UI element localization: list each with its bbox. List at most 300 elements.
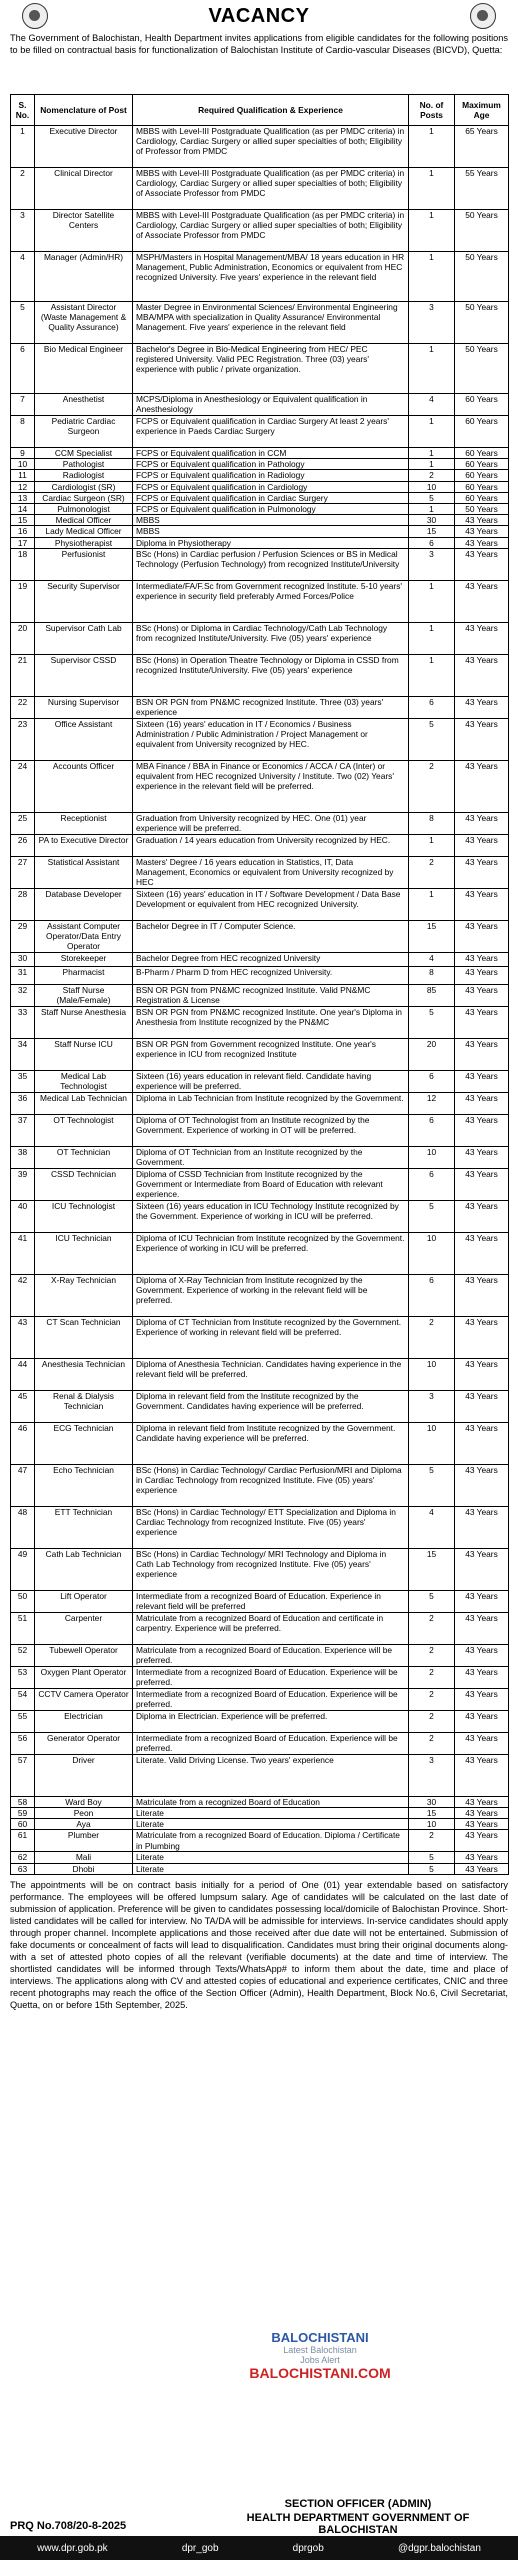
cell-age: 50 Years [455,252,509,302]
cell-sno: 42 [11,1274,35,1316]
table-row [11,1548,509,1590]
table-row [11,1863,509,1874]
cell-age: 43 Years [455,1644,509,1666]
cell-qualification: MBA Finance / BBA in Finance or Economics / ACCA / CA (Inter) or equivalent from HEC recognized University / Institute. Two (02) Years' experience in the relevant field will be preferred. [133,760,409,812]
cell-sno: 5 [11,302,35,344]
cell-posts: 10 [409,1232,455,1274]
cell-sno: 24 [11,760,35,812]
cell-posts: 4 [409,952,455,966]
cell-age: 43 Years [455,526,509,537]
cell-sno: 10 [11,459,35,470]
prq-number: PRQ No.708/20-8-2025 [10,2520,127,2532]
header-post: Nomenclature of Post [35,95,133,126]
cell-posts: 1 [409,252,455,302]
cell-post: Tubewell Operator [35,1644,133,1666]
cell-sno: 31 [11,966,35,984]
cell-posts: 6 [409,1070,455,1092]
cell-post: Medical Lab Technician [35,1092,133,1114]
cell-age: 43 Years [455,1666,509,1688]
cell-post: Statistical Assistant [35,856,133,888]
table-row [11,515,509,526]
cell-sno: 1 [11,126,35,168]
table-row [11,1852,509,1863]
cell-sno: 58 [11,1796,35,1807]
cell-post: Medical Lab Technologist [35,1070,133,1092]
cell-posts: 1 [409,416,455,448]
cell-age: 43 Years [455,580,509,622]
table-row [11,1358,509,1390]
cell-sno: 28 [11,888,35,920]
cell-posts: 20 [409,1038,455,1070]
cell-age: 50 Years [455,302,509,344]
cell-age: 50 Years [455,344,509,394]
cell-sno: 18 [11,548,35,580]
cell-qualification: Matriculate from a recognized Board of Education. Experience will be preferred. [133,1644,409,1666]
cell-age: 43 Years [455,1316,509,1358]
cell-post: Medical Officer [35,515,133,526]
cell-sno: 12 [11,481,35,492]
table-row [11,1092,509,1114]
table-row [11,1070,509,1092]
cell-post: Accounts Officer [35,760,133,812]
cell-posts: 5 [409,1464,455,1506]
cell-age: 43 Years [455,1590,509,1612]
cell-posts: 2 [409,760,455,812]
cell-age: 60 Years [455,492,509,503]
cell-sno: 11 [11,470,35,481]
table-row [11,1819,509,1830]
cell-age: 43 Years [455,1006,509,1038]
cell-age: 43 Years [455,1422,509,1464]
cell-post: ICU Technician [35,1232,133,1274]
cell-sno: 54 [11,1688,35,1710]
cell-sno: 62 [11,1852,35,1863]
cell-posts: 5 [409,1200,455,1232]
cell-qualification: MBBS with Level-III Postgraduate Qualification (as per PMDC criteria) in Cardiology, Cardiac Surgery or allied super specialties of both; Eligibility of Professor from PMDC [133,126,409,168]
cell-sno: 38 [11,1146,35,1168]
cell-posts: 3 [409,1390,455,1422]
cell-sno: 13 [11,492,35,503]
table-row [11,920,509,952]
table-row [11,1754,509,1796]
cell-posts: 8 [409,966,455,984]
table-row [11,696,509,718]
table-row [11,834,509,856]
cell-post: Dhobi [35,1863,133,1874]
cell-age: 43 Years [455,1819,509,1830]
cell-age: 60 Years [455,448,509,459]
cell-age: 60 Years [455,416,509,448]
cell-posts: 2 [409,1316,455,1358]
table-row [11,1506,509,1548]
balochistan-emblem-icon [470,3,496,29]
cell-age: 60 Years [455,459,509,470]
table-row [11,416,509,448]
cell-posts: 2 [409,1644,455,1666]
table-row [11,1274,509,1316]
table-row [11,302,509,344]
cell-qualification: FCPS or Equivalent qualification in Cardiology [133,481,409,492]
table-row [11,654,509,696]
table-row [11,1710,509,1732]
cell-post: Security Supervisor [35,580,133,622]
cell-sno: 52 [11,1644,35,1666]
cell-posts: 1 [409,210,455,252]
cell-age: 65 Years [455,126,509,168]
table-row [11,470,509,481]
cell-posts: 2 [409,1732,455,1754]
table-row [11,1612,509,1644]
cell-sno: 41 [11,1232,35,1274]
cell-post: Lady Medical Officer [35,526,133,537]
cell-posts: 10 [409,1422,455,1464]
cell-age: 43 Years [455,888,509,920]
cell-sno: 57 [11,1754,35,1796]
cell-qualification: Sixteen (16) years' education in IT / Software Development / Data Base Development or equivalent from HEC recognized University. [133,888,409,920]
cell-qualification: BSN OR PGN from PN&MC recognized Institute. Three (03) years' experience [133,696,409,718]
table-row [11,1390,509,1422]
cell-post: Ward Boy [35,1796,133,1807]
cell-qualification: BSc (Hons) in Cardiac Technology/ MRI Technology and Diploma in Cath Lab Technology from recognized Institute. Five (05) years' experience [133,1548,409,1590]
cell-posts: 1 [409,168,455,210]
cell-posts: 1 [409,888,455,920]
cell-post: Assistant Computer Operator/Data Entry Operator [35,920,133,952]
cell-qualification: Masters' Degree / 16 years education in Statistics, IT, Data Management, Economics or equivalent from University recognized by HEC [133,856,409,888]
cell-age: 43 Years [455,548,509,580]
table-row [11,888,509,920]
cell-post: Manager (Admin/HR) [35,252,133,302]
cell-qualification: Diploma in Electrician. Experience will be preferred. [133,1710,409,1732]
table-row [11,622,509,654]
cell-posts: 6 [409,696,455,718]
cell-qualification: Diploma of OT Technician from an Institute recognized by the Government. [133,1146,409,1168]
cell-posts: 5 [409,492,455,503]
cell-posts: 2 [409,1830,455,1852]
header-qualification: Required Qualification & Experience [133,95,409,126]
cell-sno: 61 [11,1830,35,1852]
cell-sno: 34 [11,1038,35,1070]
cell-sno: 50 [11,1590,35,1612]
cell-posts: 2 [409,1666,455,1688]
cell-post: Plumber [35,1830,133,1852]
cell-qualification: BSc (Hons) or Diploma in Cardiac Technology/Cath Lab Technology from recognized Institute/University. Five (05) years' experience [133,622,409,654]
cell-age: 43 Years [455,1863,509,1874]
cell-age: 43 Years [455,1114,509,1146]
cell-sno: 20 [11,622,35,654]
cell-posts: 1 [409,448,455,459]
header-age: Maximum Age [455,95,509,126]
cell-qualification: Intermediate from a recognized Board of Education. Experience will be preferred. [133,1732,409,1754]
cell-posts: 2 [409,1710,455,1732]
cell-age: 43 Years [455,1852,509,1863]
cell-post: Aya [35,1819,133,1830]
cell-qualification: Bachelor Degree from HEC recognized University [133,952,409,966]
table-row [11,580,509,622]
cell-sno: 4 [11,252,35,302]
cell-age: 43 Years [455,1548,509,1590]
watermark-brand: BALOCHISTANI [271,2330,369,2345]
cell-post: Echo Technician [35,1464,133,1506]
cell-age: 43 Years [455,856,509,888]
cell-age: 43 Years [455,1358,509,1390]
cell-sno: 53 [11,1666,35,1688]
cell-posts: 8 [409,812,455,834]
signatory-department: HEALTH DEPARTMENT GOVERNMENT OF BALOCHISTAN [246,2512,470,2536]
cell-qualification: MSPH/Masters in Hospital Management/MBA/ 18 years education in HR Management, Public Administration, Economics or equivalent from HEC recognized University. Five years' experience in the relevant field [133,252,409,302]
cell-post: Generator Operator [35,1732,133,1754]
cell-sno: 25 [11,812,35,834]
cell-posts: 15 [409,526,455,537]
cell-qualification: Intermediate from a recognized Board of Education. Experience in relevant field will be preferred [133,1590,409,1612]
cell-qualification: Matriculate from a recognized Board of Education and certificate in carpentry. Experience will be preferred. [133,1612,409,1644]
cell-qualification: Diploma of Anesthesia Technician. Candidates having experience in the relevant field will be preferred. [133,1358,409,1390]
cell-age: 43 Years [455,1710,509,1732]
cell-posts: 5 [409,1863,455,1874]
cell-qualification: Diploma of CSSD Technician from Institute recognized by the Government or Intermediate from Board of Education with relevant experience. [133,1168,409,1200]
terms-paragraph: The appointments will be on contract basis initially for a period of One (01) year extendable based on satisfactory performance. The employees will be offered lumpsum salary. Age of candidates will be calculated on the last date of submission of application. Preference will be given to candidates possessing local/domicile of Balochistan Province. Short-listed candidates will be called for interview. No TA/DA will be admissible for interviews. In-service candidates should apply through proper channel. Incomplete applications and those received after due date will not be entertained. Submission of fake documents or concealment of facts will lead to disqualification. Candidates must bring their original documents along-with a set of attested photo copies of all the relevant (verifiable documents) at the date and time of interview. The shortlisted candidates will be informed through Texts/WhatsApp# to inform them about the date, time and place of interviews. The applications along with CV and attested copies of educational and experience certificates, CNIC and three recent photographs may reach the office of the Section Officer (Admin), Health Department, Block No.6, Civil Secretariat, Quetta, on or before 15th September, 2025. [10,1879,508,2010]
cell-sno: 35 [11,1070,35,1092]
website-link[interactable]: www.dpr.gob.pk [37,2542,108,2554]
cell-post: PA to Executive Director [35,834,133,856]
cell-post: ETT Technician [35,1506,133,1548]
table-row [11,537,509,548]
cell-qualification: MBBS with Level-III Postgraduate Qualification (as per PMDC criteria) in Cardiology, Cardiac Surgery or allied super specialties of both; Eligibility of Associate Professor from PMDC [133,210,409,252]
table-row [11,856,509,888]
cell-qualification: Diploma in relevant field from the Institute recognized by the Government. Candidates having experience will be preferred. [133,1390,409,1422]
cell-posts: 10 [409,1819,455,1830]
table-row [11,126,509,168]
cell-age: 50 Years [455,210,509,252]
cell-post: Cardiac Surgeon (SR) [35,492,133,503]
cell-age: 43 Years [455,622,509,654]
cell-posts: 3 [409,302,455,344]
cell-sno: 22 [11,696,35,718]
cell-sno: 16 [11,526,35,537]
cell-sno: 46 [11,1422,35,1464]
cell-sno: 14 [11,504,35,515]
cell-age: 60 Years [455,394,509,416]
cell-age: 43 Years [455,515,509,526]
cell-age: 43 Years [455,1232,509,1274]
cell-qualification: Graduation / 14 years education from University recognized by HEC. [133,834,409,856]
cell-age: 43 Years [455,1038,509,1070]
cell-sno: 40 [11,1200,35,1232]
cell-qualification: Matriculate from a recognized Board of Education. Diploma / Certificate in Plumbing [133,1830,409,1852]
cell-age: 43 Years [455,1808,509,1819]
cell-age: 43 Years [455,952,509,966]
cell-post: Driver [35,1754,133,1796]
table-row [11,1644,509,1666]
cell-posts: 85 [409,984,455,1006]
cell-post: Pediatric Cardiac Surgeon [35,416,133,448]
cell-post: Anesthetist [35,394,133,416]
table-row [11,394,509,416]
cell-sno: 27 [11,856,35,888]
cell-post: OT Technician [35,1146,133,1168]
header [10,0,508,32]
cell-sno: 55 [11,1710,35,1732]
cell-post: Pathologist [35,459,133,470]
cell-post: Bio Medical Engineer [35,344,133,394]
signatory-title: SECTION OFFICER (ADMIN) [284,2498,432,2510]
cell-qualification: MBBS [133,515,409,526]
social-bar [0,2536,518,2560]
cell-qualification: Literate [133,1863,409,1874]
cell-age: 43 Years [455,1168,509,1200]
cell-post: Radiologist [35,470,133,481]
cell-post: Oxygen Plant Operator [35,1666,133,1688]
cell-sno: 49 [11,1548,35,1590]
cell-age: 43 Years [455,920,509,952]
cell-post: Staff Nurse Anesthesia [35,1006,133,1038]
cell-posts: 1 [409,344,455,394]
cell-post: Assistant Director (Waste Management & Quality Assurance) [35,302,133,344]
cell-sno: 26 [11,834,35,856]
facebook-handle[interactable]: dpr_gob [181,2542,219,2554]
cell-sno: 9 [11,448,35,459]
cell-qualification: Intermediate/FA/F.Sc from Government recognized Institute. 5-10 years' experience in security field preferably Armed Forces/Police [133,580,409,622]
twitter-handle[interactable]: dprgob [292,2542,324,2554]
cell-posts: 6 [409,1114,455,1146]
cell-qualification: Graduation from University recognized by HEC. One (01) year experience will be preferred. [133,812,409,834]
cell-qualification: Diploma in relevant field from Institute recognized by the Government. Candidate having experience will be preferred. [133,1422,409,1464]
cell-sno: 48 [11,1506,35,1548]
cell-posts: 30 [409,1796,455,1807]
watermark-url: BALOCHISTANI.COM [249,2365,391,2381]
cell-posts: 6 [409,1168,455,1200]
cell-age: 43 Years [455,1070,509,1092]
table-row [11,1316,509,1358]
cell-sno: 44 [11,1358,35,1390]
cell-post: Office Assistant [35,718,133,760]
cell-qualification: Diploma in Physiotherapy [133,537,409,548]
cell-post: Perfusionist [35,548,133,580]
header-sno: S. No. [11,95,35,126]
table-row [11,548,509,580]
watermark [240,2330,400,2410]
table-row [11,952,509,966]
cell-posts: 5 [409,718,455,760]
instagram-handle[interactable]: @dgpr.balochistan [397,2542,481,2554]
cell-age: 43 Years [455,696,509,718]
cell-qualification: Bachelor Degree in IT / Computer Science. [133,920,409,952]
cell-age: 43 Years [455,760,509,812]
cell-sno: 47 [11,1464,35,1506]
table-row [11,1808,509,1819]
cell-posts: 10 [409,1358,455,1390]
cell-qualification: Bachelor's Degree in Bio-Medical Engineering from HEC/ PEC registered University. Valid PEC Registration. Three (03) years' experience with public / private organization. [133,344,409,394]
cell-post: Pulmonologist [35,504,133,515]
table-row [11,1006,509,1038]
cell-sno: 15 [11,515,35,526]
cell-qualification: BSN OR PGN from PN&MC recognized Institute. One year's Diploma in Anesthesia from Institute recognized by the PN&MC [133,1006,409,1038]
cell-posts: 2 [409,1688,455,1710]
cell-sno: 59 [11,1808,35,1819]
cell-age: 43 Years [455,718,509,760]
cell-age: 43 Years [455,537,509,548]
cell-posts: 4 [409,394,455,416]
cell-sno: 43 [11,1316,35,1358]
page-title: VACANCY [208,5,310,27]
cell-post: Carpenter [35,1612,133,1644]
cell-qualification: Master Degree in Environmental Sciences/ Environmental Engineering MBA/MPA with specialization in Quality Assurance/ Environmental Management. Five years' experience in the relevant field [133,302,409,344]
cell-post: Physiotherapist [35,537,133,548]
table-row [11,344,509,394]
cell-post: Supervisor CSSD [35,654,133,696]
cell-sno: 19 [11,580,35,622]
cell-posts: 1 [409,834,455,856]
cell-qualification: FCPS or Equivalent qualification in Cardiac Surgery [133,492,409,503]
cell-qualification: FCPS or Equivalent qualification in Cardiac Surgery At least 2 years' experience in Paeds Cardiac Surgery [133,416,409,448]
cell-post: Electrician [35,1710,133,1732]
cell-qualification: Literate [133,1808,409,1819]
cell-posts: 1 [409,504,455,515]
cell-posts: 5 [409,1006,455,1038]
table-row [11,252,509,302]
cell-post: Cardiologist (SR) [35,481,133,492]
cell-post: CCM Specialist [35,448,133,459]
table-row [11,984,509,1006]
cell-post: Mali [35,1852,133,1863]
cell-sno: 45 [11,1390,35,1422]
table-row [11,1168,509,1200]
table-row [11,1114,509,1146]
cell-qualification: Diploma of X-Ray Technician from Institute recognized by the Government. Experience of working in the relevant field will be preferred. [133,1274,409,1316]
cell-post: Receptionist [35,812,133,834]
cell-age: 43 Years [455,654,509,696]
cell-posts: 2 [409,856,455,888]
cell-qualification: BSN OR PGN from Government recognized Institute. One year's experience in ICU from recognized Institute [133,1038,409,1070]
cell-posts: 1 [409,622,455,654]
table-row [11,526,509,537]
cell-qualification: BSc (Hons) in Cardiac perfusion / Perfusion Sciences or BS in Medical Technology (Perfusion Technology) from recognized Institute/University [133,548,409,580]
cell-age: 43 Years [455,1688,509,1710]
watermark-tagline-2: Jobs Alert [300,2355,340,2365]
cell-sno: 39 [11,1168,35,1200]
table-row [11,812,509,834]
cell-qualification: BSc (Hons) in Cardiac Technology/ Cardiac Perfusion/MRI and Diploma in Cardiac Technology from recognized Institute. Five (05) years' experience [133,1464,409,1506]
cell-age: 43 Years [455,1732,509,1754]
cell-posts: 1 [409,126,455,168]
cell-post: Renal & Dialysis Technician [35,1390,133,1422]
table-row [11,210,509,252]
cell-post: Anesthesia Technician [35,1358,133,1390]
cell-qualification: Diploma of CT Technician from Institute recognized by the Government. Experience of working in relevant field will be preferred. [133,1316,409,1358]
watermark-tagline-1: Latest Balochistan [283,2345,357,2355]
cell-sno: 30 [11,952,35,966]
cell-sno: 3 [11,210,35,252]
cell-sno: 32 [11,984,35,1006]
cell-post: OT Technologist [35,1114,133,1146]
table-row [11,448,509,459]
cell-age: 60 Years [455,481,509,492]
cell-sno: 7 [11,394,35,416]
cell-qualification: MCPS/Diploma in Anesthesiology or Equivalent qualification in Anesthesiology [133,394,409,416]
cell-posts: 12 [409,1092,455,1114]
cell-qualification: MBBS with Level-III Postgraduate Qualification (as per PMDC criteria) in Cardiology, Cardiac Surgery or allied super specialties of both; Eligibility of Associate Professor from PMDC [133,168,409,210]
cell-post: ECG Technician [35,1422,133,1464]
cell-post: CT Scan Technician [35,1316,133,1358]
table-row [11,966,509,984]
cell-sno: 29 [11,920,35,952]
cell-qualification: Intermediate from a recognized Board of Education. Experience will be preferred. [133,1666,409,1688]
cell-post: Storekeeper [35,952,133,966]
cell-age: 43 Years [455,834,509,856]
cell-post: Lift Operator [35,1590,133,1612]
cell-posts: 5 [409,1590,455,1612]
cell-posts: 2 [409,470,455,481]
cell-qualification: Matriculate from a recognized Board of Education [133,1796,409,1807]
